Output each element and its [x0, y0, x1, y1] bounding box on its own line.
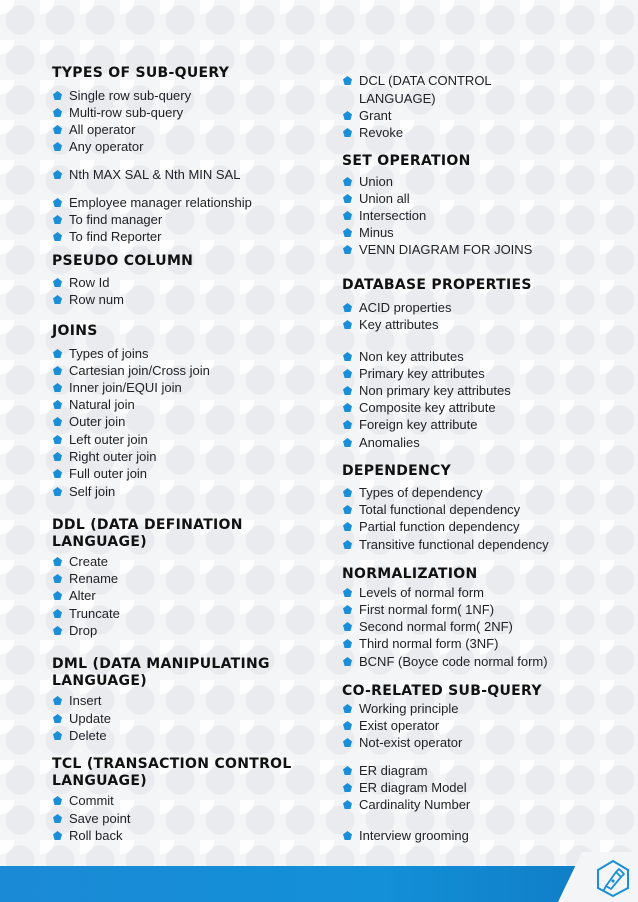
bullet-icon	[343, 505, 352, 514]
bullet-icon	[53, 452, 62, 461]
bullet-icon	[343, 111, 352, 120]
bullet-icon	[343, 420, 352, 429]
bullet-icon	[53, 232, 62, 241]
bullet-icon	[343, 177, 352, 186]
bullet-icon	[53, 609, 62, 618]
bullet-icon	[53, 435, 62, 444]
bullet-icon	[53, 469, 62, 478]
bullet-icon	[343, 438, 352, 447]
section-heading: LANGUAGE)	[52, 673, 147, 689]
bullet-icon	[53, 215, 62, 224]
bullet-icon	[53, 714, 62, 723]
section-heading: LANGUAGE)	[52, 773, 147, 789]
bullet-icon	[53, 417, 62, 426]
section-heading: NORMALIZATION	[342, 566, 478, 582]
pen-nib-logo-icon	[594, 858, 632, 898]
bullet-icon	[343, 800, 352, 809]
bullet-icon	[343, 605, 352, 614]
bullet-icon	[343, 369, 352, 378]
bullet-icon	[343, 386, 352, 395]
bullet-icon	[343, 211, 352, 220]
footer-bar	[0, 866, 638, 902]
bullet-icon	[343, 320, 352, 329]
bullet-icon	[53, 591, 62, 600]
bullet-icon	[53, 814, 62, 823]
section-heading: TCL (TRANSACTION CONTROL	[52, 756, 292, 772]
section-heading: LANGUAGE)	[52, 534, 147, 550]
bullet-icon	[53, 487, 62, 496]
bullet-icon	[53, 626, 62, 635]
bullet-icon	[53, 574, 62, 583]
bullet-icon	[53, 557, 62, 566]
bullet-icon	[343, 352, 352, 361]
bullet-icon	[53, 366, 62, 375]
bullet-icon	[343, 245, 352, 254]
bullet-icon	[343, 403, 352, 412]
section-heading: DEPENDENCY	[342, 463, 452, 479]
section-heading: PSEUDO COLUMN	[52, 253, 194, 269]
bullet-icon	[53, 796, 62, 805]
bullet-icon	[343, 128, 352, 137]
bullet-icon	[343, 228, 352, 237]
section-heading: CO-RELATED SUB-QUERY	[342, 683, 542, 699]
bullet-icon	[343, 522, 352, 531]
bullet-icon	[53, 696, 62, 705]
bullet-icon	[53, 108, 62, 117]
bullet-icon	[343, 657, 352, 666]
bullet-icon	[343, 622, 352, 631]
bullet-icon	[343, 639, 352, 648]
bullet-icon	[343, 488, 352, 497]
bullet-icon	[53, 383, 62, 392]
bullet-icon	[53, 349, 62, 358]
bullet-icon	[343, 76, 352, 85]
bullet-icon	[53, 278, 62, 287]
bullet-icon	[53, 198, 62, 207]
bullet-icon	[53, 170, 62, 179]
bullet-icon	[343, 766, 352, 775]
bullet-icon	[343, 588, 352, 597]
bullet-icon	[53, 400, 62, 409]
section-heading: SET OPERATION	[342, 153, 471, 169]
bullet-icon	[343, 721, 352, 730]
section-heading: DML (DATA MANIPULATING	[52, 656, 270, 672]
section-heading: DDL (DATA DEFINATION	[52, 517, 243, 533]
bullet-icon	[343, 194, 352, 203]
section-heading: JOINS	[52, 323, 98, 339]
bullet-icon	[343, 704, 352, 713]
bullet-icon	[53, 142, 62, 151]
bullet-icon	[343, 540, 352, 549]
bullet-icon	[343, 303, 352, 312]
bullet-icon	[53, 125, 62, 134]
bullet-icon	[343, 831, 352, 840]
section-heading: DATABASE PROPERTIES	[342, 277, 532, 293]
bullet-icon	[53, 831, 62, 840]
bullet-icon	[53, 731, 62, 740]
bullet-icon	[343, 783, 352, 792]
bullet-icon	[53, 91, 62, 100]
section-heading: TYPES OF SUB-QUERY	[52, 65, 230, 81]
bullet-icon	[343, 738, 352, 747]
bullet-icon	[53, 295, 62, 304]
